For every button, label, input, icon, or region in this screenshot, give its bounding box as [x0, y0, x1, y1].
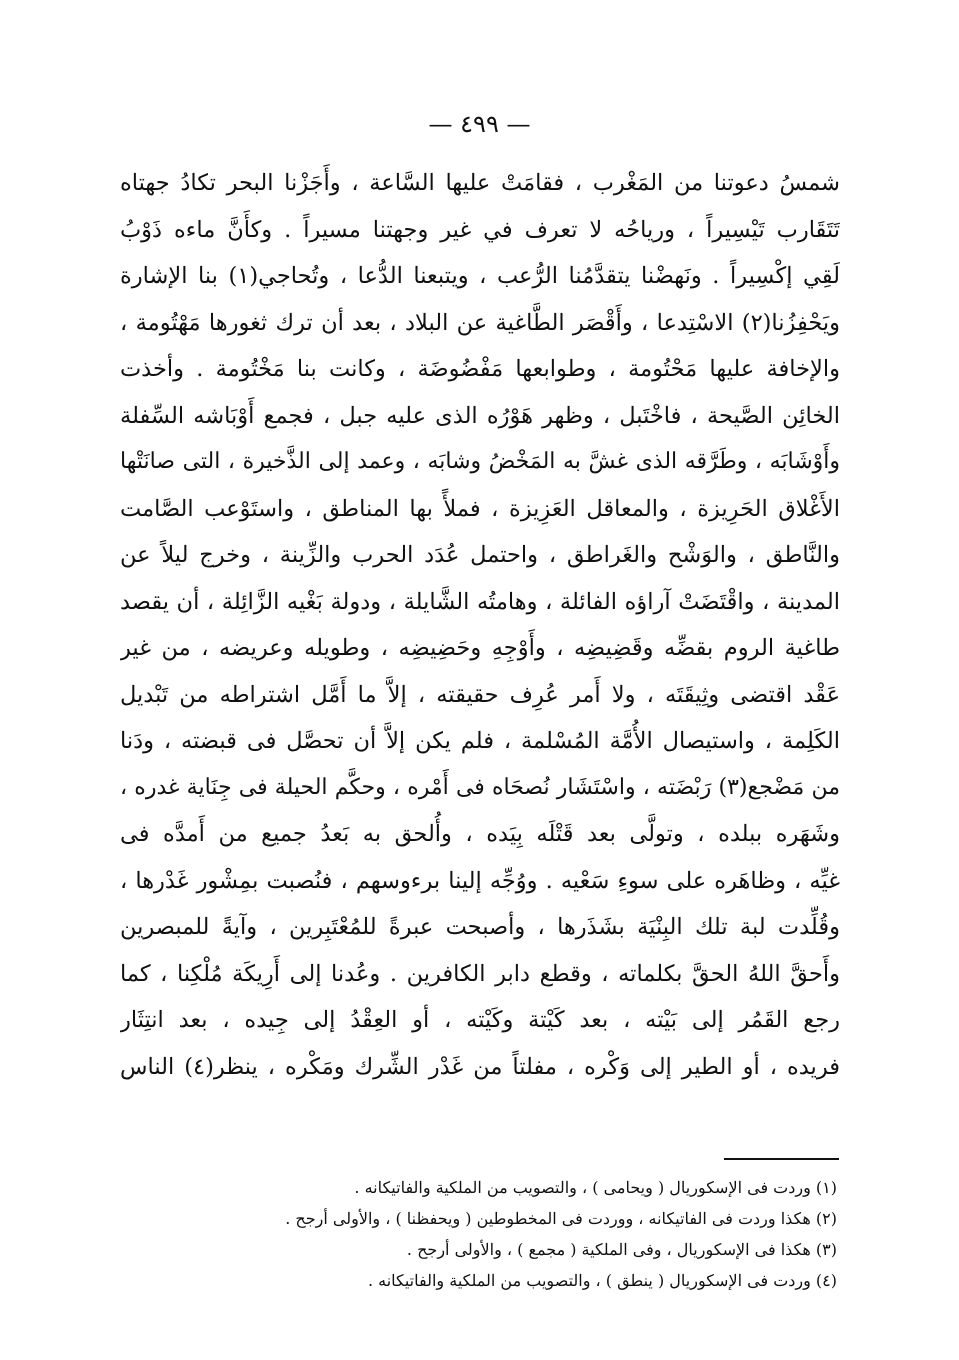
text-line: غيِّه ، وظاهَره على سوءِ سَعْيه . ووُجِّه إلينا برءوسهم ، فنُصبت بمِشْور غَدْرها ، — [120, 867, 840, 894]
text-line: من مَضْجع(٣) رَبْضَته ، واسْتَشَار نُصحَاه فى أَمْره ، وحكَّم الحيلة فى جِنَاية غدره ، — [120, 774, 840, 800]
text-line: عَقْد اقتضى وثِيقَتَه ، ولا أَمر عُرِف حقيقته ، إلاَّ ما أَمَّل اشتراطه من تَبْديل — [120, 681, 840, 708]
footnote: (٤) وردت فى الإسكوريال ( ينطق ) ، والتصويب من الملكية والفاتيكانه . — [367, 1271, 837, 1290]
footnote-separator — [724, 1158, 839, 1160]
text-line: الكَلِمة ، واستيصال الأُمَّة المُسْلمة ، فلم يكن إلاَّ أن تحصَّل فى قبضته ، ودَنا — [120, 728, 840, 754]
body-text — [120, 160, 840, 1090]
page-number: — ٤٩٩ — — [428, 110, 531, 138]
text-line: والنَّاطق ، والوَشْح والغَراطق ، واحتمل عُدَد الحرب والزِّينة ، وخرج ليلاً عن — [120, 542, 840, 568]
text-line: فريده ، أو الطير إلى وَكْره ، مفلتاً من غَدْر الشِّرك ومَكْره ، ينظر(٤) الناس — [120, 1053, 840, 1080]
text-line: شمسُ دعوتنا من المَغْرب ، فقامَتْ عليها السَّاعة ، وأَجَزْنا البحر تكادُ جهتاه — [120, 170, 840, 196]
text-line: رجع القَمُر إلى بَيْته ، بعد كَيْتة وكَيْته ، أو العِقْدُ إلى جِيده ، بعد انتِثَار — [120, 1007, 840, 1033]
text-line: وشَهَره ببلده ، وتولَّى بعد قَتْلَه بِيَده ، وأُلحق به بَعدُ جميع من أَمدَّه فى — [120, 821, 840, 847]
text-line: وأَوْشَابَه ، وطَرَّقه الذى غشَّ به المَخْضُ وشابَه ، وعمد إلى الذَّخيرة ، التى صانَتْها — [120, 449, 840, 474]
text-line: لَقِي إكْسِيراً . ونَهضْنا يتقدَّمُنا الرُّعب ، ويتبعنا الدُّعا ، وتُحاجي(١) بنا الإشارة — [120, 263, 840, 289]
text-line: وأَحقَّ اللهُ الحقَّ بكلماته ، وقطع دابر الكافرين . وعُدنا إلى أَرِيكَة مُلْكِنا ، كما — [120, 960, 840, 987]
footnote: (١) وردت فى الإسكوريال ( ويحامى ) ، والتصويب من الملكية والفاتيكانه . — [354, 1178, 837, 1197]
text-line: الأَغْلاق الحَرِيزة ، والمعاقل العَزِيزة ، فملأً بها المناطق ، واستَوْعب الصَّامت — [120, 495, 840, 522]
footnote: (٣) هكذا فى الإسكوريال ، وفى الملكية ( مجمع ) ، والأولى أرجح . — [406, 1240, 837, 1259]
text-line: وقُلِّدت لبة تلك البِنْيَة بشَذَرها ، وأصبحت عبرةً للمُعْتَبِرين ، وآيةً للمبصرين — [120, 914, 840, 940]
text-line: الخائِن الصَّيحة ، فاخْتَبل ، وظهر هَوْرُه الذى عليه جبل ، فجمع أَوْبَاشه السِّفلة — [120, 402, 840, 429]
text-line: والإخافة عليها مَحْتُومة ، وطوابعها مَفْضُوضَة ، وكانت بنا مَخْتُومة . وأخذت — [120, 356, 840, 382]
text-line: تَتَقَارب تَيْسِيراً ، ورياحُه لا تعرف في غير وجهتنا مسيراً . وكأَنَّ ماءه ذَوْبُ — [120, 216, 840, 243]
footnotes — [237, 1172, 837, 1296]
text-line: ويَحْفِزُنا(٢) الاسْتِدعا ، وأَقْصَر الطَّاغية عن البلاد ، بعد أن ترك ثغورها مَهْتُومة ، — [120, 309, 840, 336]
text-line: طاغية الروم بقضِّه وقَضِيضِه ، وأَوْجِهِ وحَضِيضِه ، وطويله وعريضه ، من غير — [120, 635, 840, 661]
footnote: (٢) هكذا وردت فى الفاتيكانه ، ووردت فى المخطوطين ( ويحفظنا ) ، والأولى أرجح . — [285, 1209, 837, 1228]
text-line: المدينة ، واقْتَضَتْ آراؤه الفائلة ، وهامتُه الشَّايلة ، ودولة بَغْيه الزَّائِلة ، أن يقصد — [120, 588, 840, 615]
